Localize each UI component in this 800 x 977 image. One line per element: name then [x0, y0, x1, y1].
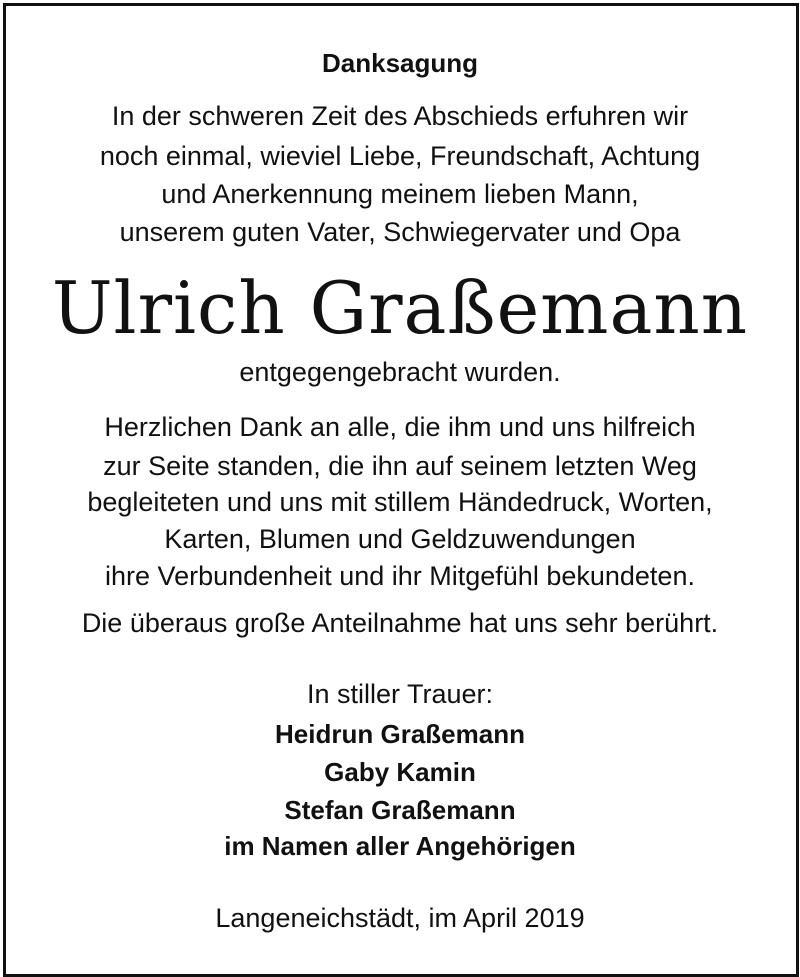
mourner-4: im Namen aller Angehörigen — [224, 831, 576, 861]
notice-heading: Danksagung — [321, 48, 479, 78]
place-date: Langeneichstädt, im April 2019 — [215, 903, 585, 933]
thanks-line-5: ihre Verbundenheit und ihr Mitgefühl bekundeten. — [105, 561, 695, 591]
intro-line-4: unserem guten Vater, Schwiegervater und Opa — [119, 217, 681, 247]
intro-line-1: In der schweren Zeit des Abschieds erfuhren wir — [111, 101, 689, 131]
thanks-line-2: zur Seite standen, die ihn auf seinem letzten Weg — [103, 451, 697, 481]
mourning-label: In stiller Trauer: — [306, 679, 494, 709]
intro-line-2: noch einmal, wieviel Liebe, Freundschaft, Achtung — [99, 141, 701, 171]
mourner-1: Heidrun Graßemann — [275, 719, 525, 749]
thanks-line-4: Karten, Blumen und Geldzuwendungen — [164, 524, 636, 554]
intro-line-3: und Anerkennung meinem lieben Mann, — [161, 179, 639, 209]
after-name-line: entgegengebracht wurden. — [239, 357, 561, 387]
mourner-3: Stefan Graßemann — [284, 795, 516, 825]
thanks-line-3: begleiteten und uns mit stillem Händedruck, Worten, — [87, 487, 713, 517]
mourner-2: Gaby Kamin — [324, 757, 476, 787]
closing-line: Die überaus große Anteilnahme hat uns sehr berührt. — [81, 608, 719, 638]
thanks-line-1: Herzlichen Dank an alle, die ihm und uns hilfreich — [104, 412, 696, 442]
deceased-name: Ulrich Graßemann — [51, 266, 749, 350]
